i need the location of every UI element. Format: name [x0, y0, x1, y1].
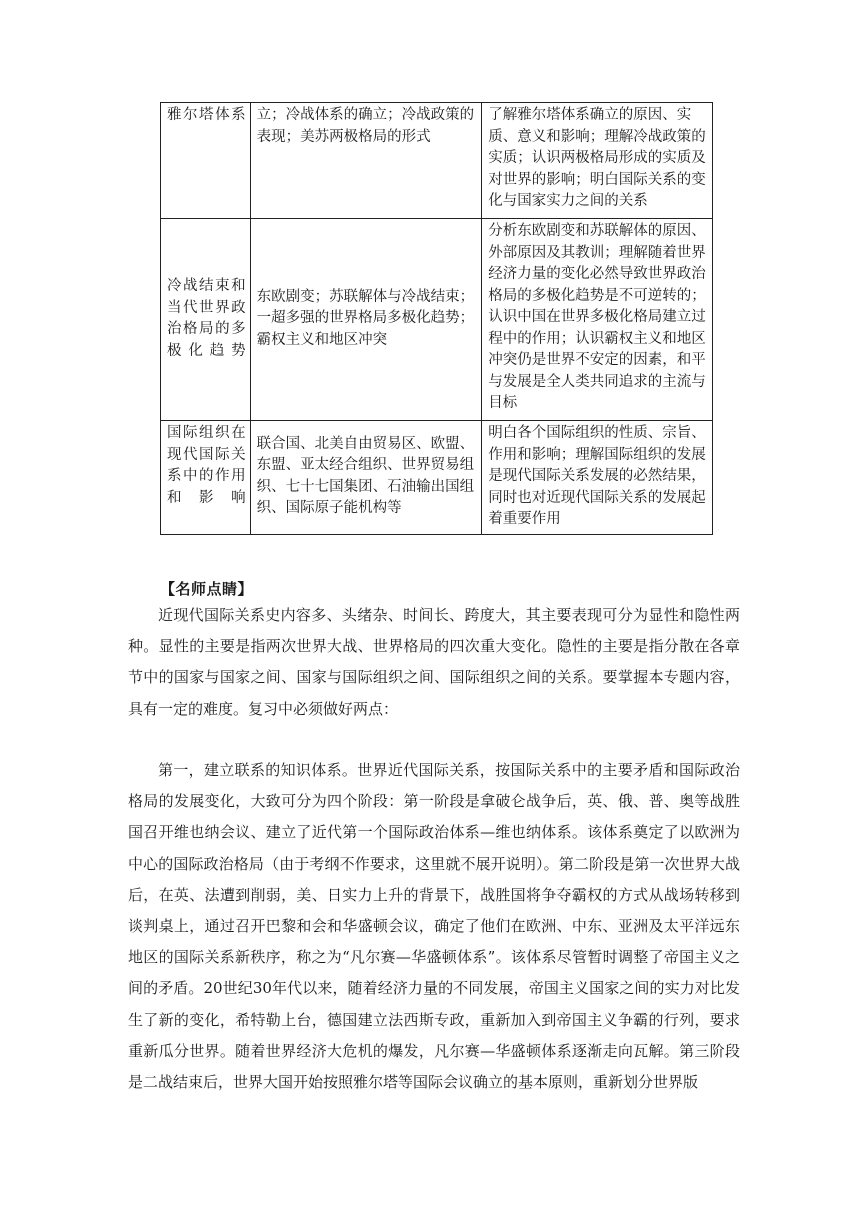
content-cell: 联合国、北美自由贸易区、欧盟、东盟、亚太经合组织、世界贸易组织、七十七国集团、石油输出国组织、国际原子能机构等 [250, 421, 482, 535]
topic-cell: 雅尔塔体系 [161, 103, 251, 219]
requirement-cell: 了解雅尔塔体系确立的原因、实质、意义和影响；理解冷战政策的实质；认识两极格局形成的实质及对世界的影响；明白国际关系的变化与国家实力之间的关系 [482, 103, 713, 219]
requirement-cell: 明白各个国际组织的性质、宗旨、作用和影响；理解国际组织的发展是现代国际关系发展的必然结果，同时也对近现代国际关系的发展起着重要作用 [482, 421, 713, 535]
content-cell: 东欧剧变；苏联解体与冷战结束；一超多强的世界格局多极化趋势；霸权主义和地区冲突 [250, 219, 482, 421]
section-heading: 【名师点睛】 [160, 580, 254, 598]
table-row [161, 219, 713, 421]
paragraph-text: 近现代国际关系史内容多、头绪杂、时间长、跨度大，其主要表现可分为显性和隐性两种。显性的主要是指两次世界大战、世界格局的四次重大变化。隐性的主要是指分散在各章节中的国家与国家之间、国家与国际组织之间、国际组织之间的关系。要掌握本专题内容，具有一定的难度。复习中必须做好两点： [128, 606, 740, 718]
paragraph-1 [128, 600, 740, 725]
paragraph-2 [128, 755, 740, 1098]
table-row [161, 421, 713, 535]
topic-cell: 冷战结束和当代世界政治格局的多极化趋势 [161, 219, 251, 421]
syllabus-table [160, 102, 713, 535]
table-row [161, 103, 713, 219]
requirement-cell: 分析东欧剧变和苏联解体的原因、外部原因及其教训；理解随着世界经济力量的变化必然导致世界政治格局的多极化趋势是不可逆转的；认识中国在世界多极化格局建立过程中的作用；认识霸权主义和地区冲突仍是世界不安定的因素，和平与发展是全人类共同追求的主流与目标 [482, 219, 713, 421]
paragraph-text: 第一，建立联系的知识体系。世界近代国际关系，按国际关系中的主要矛盾和国际政治格局的发展变化，大致可分为四个阶段：第一阶段是拿破仑战争后，英、俄、普、奥等战胜国召开维也纳会议、建立了近代第一个国际政治体系—维也纳体系。该体系奠定了以欧洲为中心的国际政治格局（由于考纲不作要求，这里就不展开说明）。第二阶段是第一次世界大战后，在英、法遭到削弱，美、日实力上升的背景下，战胜国将争夺霸权的方式从战场转移到谈判桌上，通过召开巴黎和会和华盛顿会议，确定了他们在欧洲、中东、亚洲及太平洋远东地区的国际关系新秩序，称之为“凡尔赛—华盛顿体系”。该体系尽管暂时调整了帝国主义之间的矛盾。20世纪30年代以来，随着经济力量的不同发展，帝国主义国家之间的实力对比发生了新的变化，希特勒上台，德国建立法西斯专政，重新加入到帝国主义争霸的行列，要求重新瓜分世界。随着世界经济大危机的爆发，凡尔赛—华盛顿体系逐渐走向瓦解。第三阶段是二战结束后，世界大国开始按照雅尔塔等国际会议确立的基本原则，重新划分世界版 [128, 761, 740, 1092]
topic-cell: 国际组织在现代国际关系中的作用和影响 [161, 421, 251, 535]
content-cell: 立；冷战体系的确立；冷战政策的表现；美苏两极格局的形式 [250, 103, 482, 219]
